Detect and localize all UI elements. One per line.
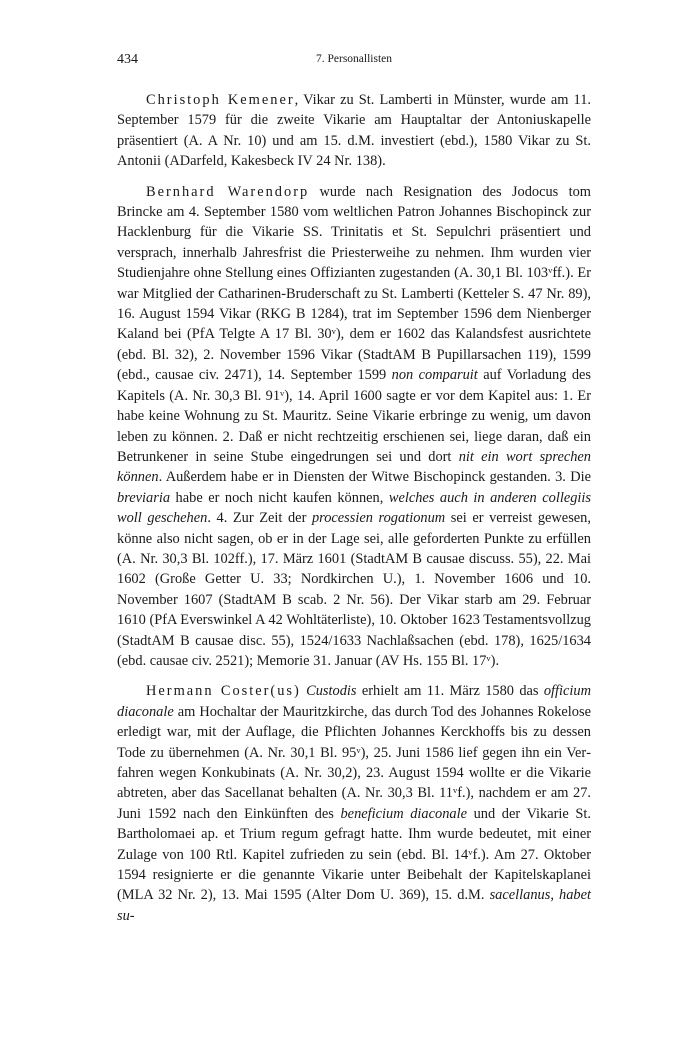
italic-text: nit ein wort sprechen können (117, 448, 591, 486)
person-name: Hermann Coster(us) (146, 683, 301, 700)
body-text (117, 90, 591, 936)
italic-text: officium diaconale (117, 683, 591, 720)
italic-text: sacellanus, habet su- (117, 887, 591, 924)
italic-text: welches auch in anderen collegiis woll geschehen (117, 489, 591, 527)
text-segment: auf Vorladung des Kapitels (A. Nr. 30,3 Bl. 91ᵛ), 14. April 1600 sagte er vor dem Kapitel aus: 1. Er habe keine Wohnung zu St. Mauritz. Seine Vikarie erbringe zu wenig, um davon leben zu können. 2. Daß er nicht rechtzeitig erschienen sei, liege daran, daß ein Betrunkener in seine Stube eingedrungen sei und dort (117, 367, 592, 465)
person-name: Christoph Kemener (146, 92, 295, 108)
running-title: 7. Personallisten (315, 53, 393, 65)
text-segment: sei er verreist gewesen, könne also nicht sagen, ob er in der Lage sei, alle geforderten Punkte zu erfüllen (A. Nr. 30,3 Bl. 102ff.), 17. März 1601 (StadtAM B causae discuss. 55), 22. Mai 1602 (Große Getter U. 33; Nordkirchen U.), 1. November 1606 und 10. November 1607 (StadtAM B scab. 2 Nr. 56). Der Vikar starb am 29. Februar 1610 (PfA Everswinkel A 42 Wohltäterliste), 10. Oktober 1623 Testamentsvollzug (StadtAM B causae disc. 55), 1524/1633 Nachlaßsachen (ebd. 178), 1625/1634 (ebd. causae civ. 2521); Memorie 31. Januar (AV Hs. 155 Bl. 17ᵛ). (117, 510, 591, 669)
text-segment: wurde nach Resignation des Jodocus tom Brincke am 4. September 1580 vom weltlichen Patron Johannes Bischopinck zur Hacklenburg für die Vikarie SS. Trinitatis et St. Sepulchri präsentiert und versprach, innerhalb Jahresfrist die Priesterweihe zu nehmen. Ihm wurden vier Studienjahre ohne Stellung eines Offizianten zugestanden (A. 30,1 Bl. 103ᵛff.). Er war Mitglied der Catharinen-Bruderschaft zu St. Lamberti (Ketteler S. 47 Nr. 89), 16. August 1594 Vikar (RKG B 1284), trat im September 1596 dem Nienberger Kaland bei (PfA Telgte A 17 Bl. 30ᵛ), dem er 1602 das Kalandsfest ausrichtete (ebd. Bl. 32), 2. November 1596 Vikar (StadtAM B Pupillarsachen 119), 1599 (ebd., causae civ. 2471), 14. September 1599 (117, 183, 591, 384)
text-segment: und der Vikarie St. Bartholomaei ap. et Trium regum gefragt hatte. Ihm wurde bedeutet, mit einer Zulage von 100 Rtl. Kapitel zufrieden zu sein (ebd. Bl. 14ᵛf.). Am 27. Oktober 1594 resignierte er die genannte Vikarie unter Beibehalt der Kapitelskaplanei (MLA 32 Nr. 2), 13. Mai 1595 (Alter Dom U. 369), 15. d.M. (117, 805, 591, 904)
text-segment: . Außerdem habe er in Diensten der Witwe Bischopinck gestanden. 3. Die (158, 469, 591, 486)
person-name: Bernhard Warendorp (146, 183, 310, 200)
entry-paragraph (117, 182, 591, 672)
italic-text: Custodis (306, 683, 357, 700)
running-header (117, 52, 591, 70)
italic-text: processien rogationum (311, 510, 446, 527)
entry-paragraph (117, 681, 591, 926)
italic-text: non comparuit (391, 367, 478, 384)
italic-text: breviaria (117, 489, 171, 506)
text-segment: . 4. Zur Zeit der (207, 510, 312, 527)
text-segment: habe er noch nicht kaufen können, (170, 489, 389, 506)
text-segment: am Hochaltar der Mauritzkirche, das durch Tod des Johannes Rokelose erledigt war, mit der Auflage, die Pflichten Johannes Kerckhoffs bis zu dessen Tode zu übernehmen (A. Nr. 30,1 Bl. 95ᵛ), 25. Juni 1586 lief gegen ihn ein Verfahren wegen Konkubinats (A. Nr. 30,2), 23. August 1594 wollte er die Vikarie abtreten, aber das Sacellanat behalten (A. Nr. 30,3 Bl. 11ᵛf.), nachdem er am 27. Juni 1592 nach den Einkünften des (117, 703, 591, 822)
italic-text: beneficium diaconale (340, 805, 467, 822)
page-number: 434 (117, 52, 138, 67)
entry-paragraph (117, 90, 591, 172)
text-segment: erhielt am 11. März 1580 das (356, 683, 544, 700)
text-segment: , Vikar zu St. Lamberti in Münster, wurde am 11. September 1579 für die zweite Vikarie am Hauptaltar der Antoniuskapelle präsentiert (A. A Nr. 10) und am 15. d.M. investiert (ebd.), 1580 Vikar zu St. Antonii (ADarfeld, Kakesbeck IV 24 Nr. 138). (117, 92, 591, 170)
